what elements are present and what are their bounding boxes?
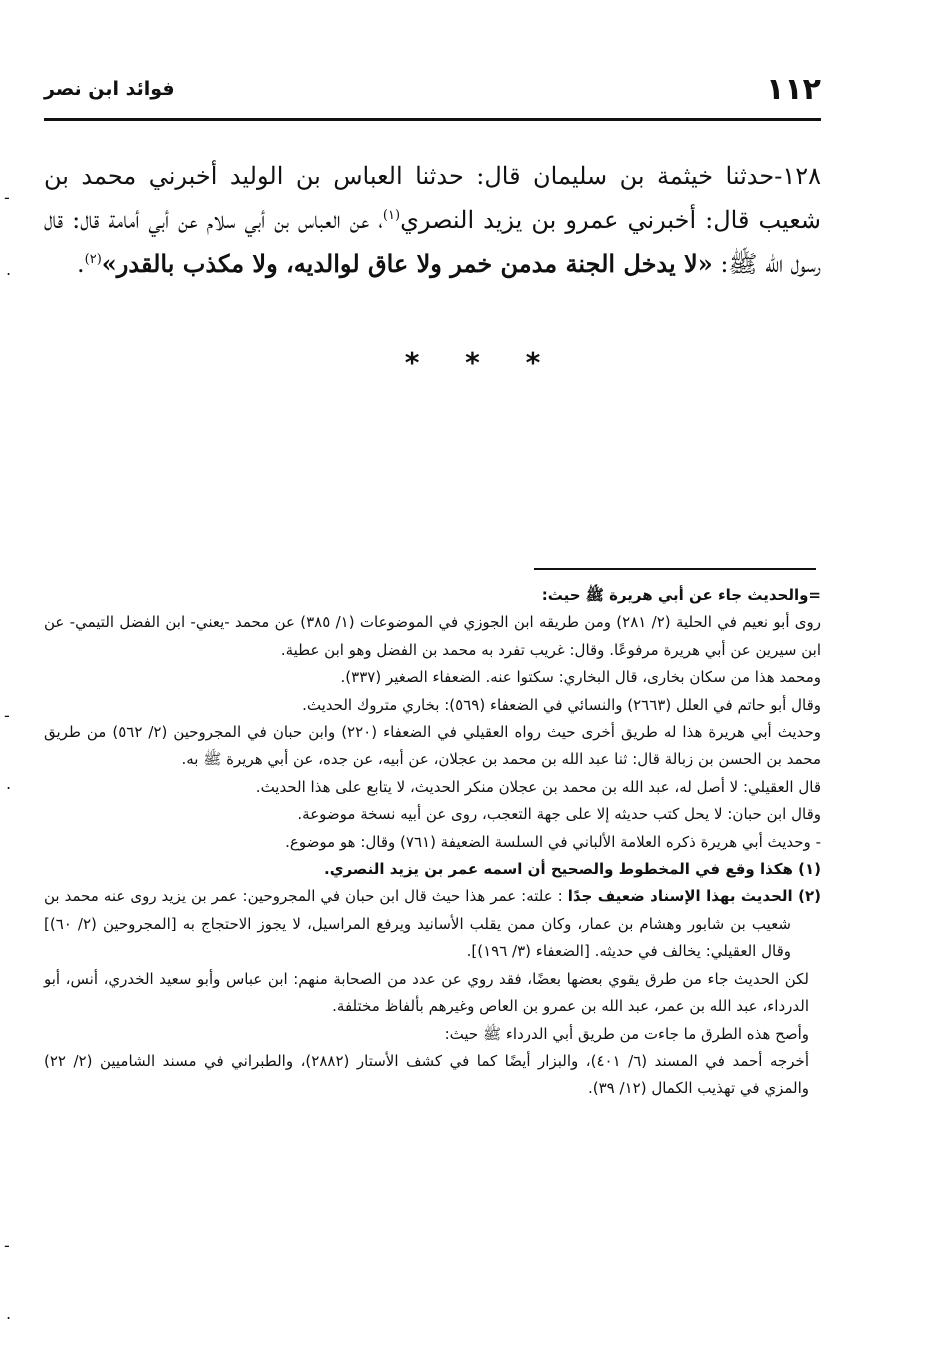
- footnote-line: وحديث أبي هريرة هذا له طريق أخرى حيث رواه العقيلي في الضعفاء (٢٢٠) وابن حبان في المجروحين (٢/ ٥٦٢) من طريق محمد بن الحسن بن زبالة قال: ثنا عبد الله بن محمد بن عجلان، عن أبيه، عن جده، عن أبي هريرة ﷺ به.: [44, 723, 821, 769]
- scan-margin-mark: .: [6, 774, 12, 793]
- isnad-text-continued: ، عن العباس بن أبي سلام عن أبي أمامة قال: قال رسول الله ﷺ:: [44, 206, 821, 278]
- footnote-line: وقال أبو حاتم في العلل (٢٦٦٣) والنسائي في الضعفاء (٥٦٩): بخاري متروك الحديث.: [302, 695, 821, 714]
- main-hadith-text: [44, 154, 821, 286]
- section-separator: * * *: [404, 346, 559, 379]
- scan-margin-mark: -: [4, 1236, 10, 1255]
- footnote-line: وقال ابن حبان: لا يحل كتب حديثه إلا على جهة التعجب، روى عن أبيه نسخة موضوعة.: [297, 805, 821, 824]
- footnotes: [44, 582, 821, 1103]
- footnote-line: روى أبو نعيم في الحلية (٢/ ٢٨١) ومن طريقه ابن الجوزي في الموضوعات (١/ ٣٨٥) عن محمد -يعني- ابن الفضل التيمي- عن ابن سيرين عن أبي هريرة مرفوعًا. وقال: غريب تفرد به محمد بن الفضل وهو ابن عطية.: [44, 613, 822, 659]
- footnote-line: - وحديث أبي هريرة ذكره العلامة الألباني في السلسة الضعيفة (٧٦١) وقال: هو موضوع.: [285, 832, 821, 851]
- isnad-text: ١٢٨-حدثنا خيثمة بن سليمان قال: حدثنا العباس بن الوليد أخبرني محمد بن شعيب قال: أخبرني عمرو بن يزيد النصري: [44, 162, 822, 234]
- footnote-line: قال العقيلي: لا أصل له، عبد الله بن محمد بن عجلان منكر الحديث، لا يتابع على هذا الحديث.: [255, 777, 821, 796]
- footnote-2-more: لكن الحديث جاء من طرق يقوي بعضها بعضًا، فقد روي عن عدد من الصحابة منهم: ابن عباس وأبو سعيد الخدري، أنس، أبو الدرداء، عبد الله بن عمر، عبد الله بن عمرو بن العاص وغيرهم بألفاظ مختلفة.: [44, 969, 809, 1016]
- footnote-2-best: وأصح هذه الطرق ما جاءت من طريق أبي الدرداء ﷺ حيث:: [444, 1024, 809, 1043]
- scan-margin-mark: .: [6, 260, 12, 279]
- footnote-ref-2: (٢): [84, 252, 102, 267]
- book-title: فوائد ابن نصر: [44, 78, 175, 100]
- footnote-ref-1: (١): [382, 208, 401, 223]
- hadith-paragraph: [44, 154, 821, 286]
- hadith-quote: «لا يدخل الجنة مدمن خمر ولا عاق لوالديه، ولا مكذب بالقدر»: [101, 249, 713, 278]
- header-rule: [44, 118, 821, 121]
- footnote-2: [44, 883, 821, 965]
- scan-margin-mark: .: [6, 1304, 12, 1323]
- footnote-2-lead: (٢) الحديث بهذا الإسناد ضعيف جدًا: [567, 887, 821, 906]
- scan-margin-mark: -: [4, 706, 10, 725]
- footnote-rule: [534, 568, 816, 570]
- page-number: ١١٢: [766, 71, 821, 107]
- scan-margin-mark: -: [4, 188, 10, 207]
- page-header: [44, 66, 821, 112]
- footnote-2-text: : علته: عمر هذا حيث قال ابن حبان في المجروحين: عمر بن يزيد روى عنه محمد بن شعيب بن شابور وهشام بن عمار، وكان ممن يقلب الأسانيد ويرفع المراسيل، لا يجوز الاحتجاج به [المجروحين (٢/ ٦٠)] وقال العقيلي: يخالف في حديثه. [الضعفاء (٣/ ١٩٦)].: [44, 887, 791, 961]
- footnote-2-sources: أخرجه أحمد في المسند (٦/ ٤٠١)، والبزار أيضًا كما في كشف الأستار (٢٨٨٢)، والطبراني في مسند الشاميين (٢/ ٢٢) والمزي في تهذيب الكمال (١٢/ ٣٩).: [44, 1051, 809, 1098]
- footnote-line: ومحمد هذا من سكان بخارى، قال البخاري: سكتوا عنه. الضعفاء الصغير (٣٣٧).: [340, 668, 821, 687]
- footnote-1: (١) هكذا وقع في المخطوط والصحيح أن اسمه عمر بن يزيد النصري.: [324, 860, 821, 879]
- end-mark: .: [76, 250, 85, 278]
- footnote-line: =والحديث جاء عن أبي هريرة ﷺ حيث:: [541, 586, 821, 604]
